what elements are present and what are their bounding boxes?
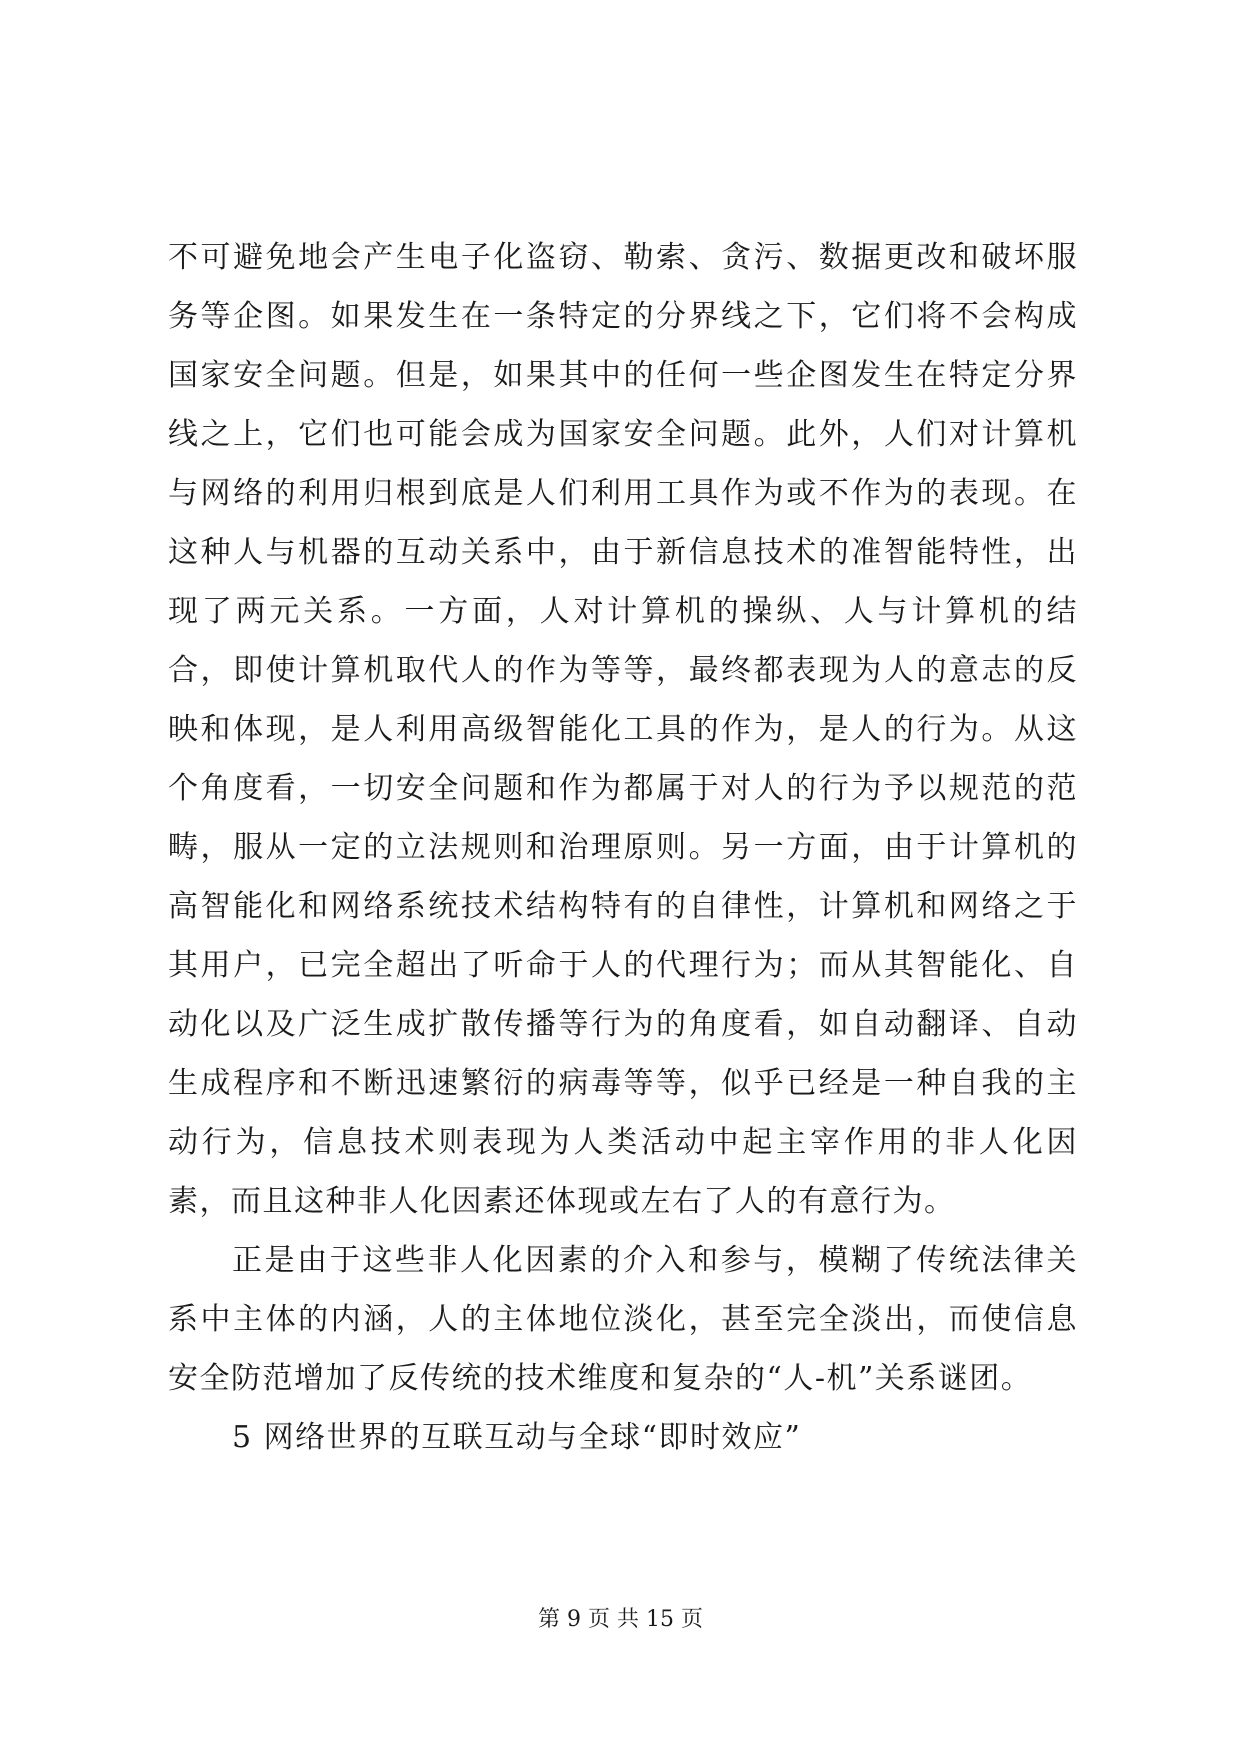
body-content — [168, 228, 1078, 1467]
page-footer: 第 9 页 共 15 页 — [538, 1607, 703, 1632]
paragraph: 正是由于这些非人化因素的介入和参与，模糊了传统法律关系中主体的内涵，人的主体地位淡化，甚至完全淡出，而使信息安全防范增加了反传统的技术维度和复杂的“人-机”关系谜团。 — [168, 1243, 1078, 1396]
paragraph-continued: 不可避免地会产生电子化盗窃、勒索、贪污、数据更改和破坏服务等企图。如果发生在一条特定的分界线之下，它们将不会构成国家安全问题。但是，如果其中的任何一些企图发生在特定分界线之上，它们也可能会成为国家安全问题。此外，人们对计算机与网络的利用归根到底是人们利用工具作为或不作为的表现。在这种人与机器的互动关系中，由于新信息技术的准智能特性，出现了两元关系。一方面，人对计算机的操纵、人与计算机的结合，即使计算机取代人的作为等等，最终都表现为人的意志的反映和体现，是人利用高级智能化工具的作为，是人的行为。从这个角度看，一切安全问题和作为都属于对人的行为予以规范的范畴，服从一定的立法规则和治理原则。另一方面，由于计算机的高智能化和网络系统技术结构特有的自律性，计算机和网络之于其用户，已完全超出了听命于人的代理行为；而从其智能化、自动化以及广泛生成扩散传播等行为的角度看，如自动翻译、自动生成程序和不断迅速繁衍的病毒等等，似乎已经是一种自我的主动行为，信息技术则表现为人类活动中起主宰作用的非人化因素，而且这种非人化因素还体现或左右了人的有意行为。 — [168, 240, 1078, 1219]
section-heading: 5 网络世界的互联互动与全球“即时效应” — [232, 1420, 802, 1455]
